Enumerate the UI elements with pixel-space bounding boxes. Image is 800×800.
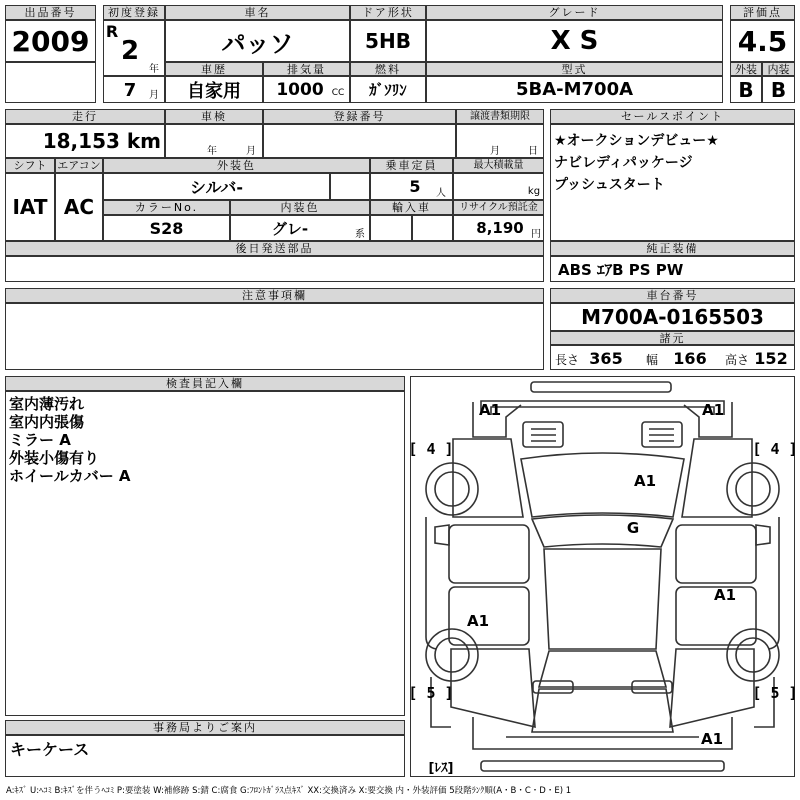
spec-label: 諸元 [550,331,795,345]
displacement-unit: CC [331,88,345,98]
sales-points-label: セールスポイント [550,109,795,124]
color-no: S28 [149,218,184,238]
history: 自家用 [187,80,241,102]
length-label: 長さ [554,352,579,367]
import-box [370,215,412,241]
tire-front-right: [ 4 ] [752,440,798,458]
first-reg-label: 初度登録 [103,5,165,20]
transfer-day: 日 [528,145,538,157]
height: 152 [754,348,788,368]
displacement-label: 排気量 [263,62,350,76]
model: 5BA-M700A [515,79,634,100]
color-label: 外装色 [103,158,370,173]
chassis-no: M700A-0165503 [581,305,764,329]
mark-left-side: A1 [466,612,490,630]
inspector-note: 室内薄汚れ [9,395,85,413]
insp-year: 年 [207,145,217,157]
load-label: 最大積載量 [453,158,544,173]
year-num: 2 [120,36,140,66]
exterior-label: 外装 [730,62,762,76]
inspector-note: ミラー A [9,431,71,449]
year-unit: 年 [149,63,159,75]
length: 365 [589,348,623,368]
recycle: 8,190 [476,219,524,237]
shift-label: シフト [5,158,55,173]
mark-front-left: A1 [478,401,502,419]
equipment: ABS ｴｱB PS PW [558,260,684,279]
mileage-label: 走行 [5,109,165,124]
lot-no-blank [5,62,96,103]
car-diagram [408,376,798,777]
grade-label: グレード [426,5,723,20]
car-name: パッソ [221,29,294,58]
color-no-label: カラーNo. [103,200,230,215]
sales-point: プッシュスタート [554,177,665,193]
reg-no-label: 登録番号 [263,109,456,124]
height-label: 高さ [724,352,749,367]
tire-front-left: [ 4 ] [408,440,454,458]
recycle-label: リサイクル預託金 [453,200,544,215]
ac: AC [63,195,95,219]
displacement: 1000 [276,79,324,100]
color-box-extra [330,173,370,200]
spare-tire: [ﾚｽ] [428,760,454,776]
equipment-label: 純正装備 [550,241,795,256]
score-label: 評価点 [730,5,795,20]
int-color-unit: 系 [355,228,365,240]
fuel: ｶﾞｿﾘﾝ [369,81,407,99]
inspector-list [5,393,405,487]
door: 5HB [365,29,411,53]
legend: A:ｷｽﾞ U:ﾍｺﾐ B:ｷｽﾞを伴うﾍｺﾐ P:要塗装 W:補修跡 S:錆 C:腐食 G:ﾌﾛﾝﾄｶﾞﾗｽ点ｷｽﾞ XX:交換済み X:要交換 内・外装評価 5段階ﾗﾝｸ順(A・B・C・D・E) 1 [6,786,572,796]
sales-point: ★オークションデビュー★ [554,133,719,149]
insp-month: 月 [246,145,256,157]
transfer-label: 譲渡書類期限 [456,109,544,124]
capacity-unit: 人 [436,187,446,199]
office-note: キーケース [10,739,90,759]
month-num: 7 [123,79,137,101]
sales-point: ナビレディパッケージ [554,155,693,171]
import-box-2 [412,215,453,241]
mark-front-right: A1 [701,401,725,419]
later-parts-label: 後日発送部品 [5,241,544,256]
color: シルバ- [189,178,244,197]
history-label: 車歴 [165,62,263,76]
month-unit: 月 [149,89,159,101]
grade: X S [550,26,599,56]
ac-label: エアコン [55,158,103,173]
lot-no-label: 出品番号 [5,5,96,20]
int-color-label: 内装色 [230,200,370,215]
notes-label: 注意事項欄 [5,288,544,303]
chassis-label: 車台番号 [550,288,795,303]
later-parts-box [5,256,544,282]
interior: B [770,77,787,102]
mark-rear: A1 [700,730,724,748]
lot-no: 2009 [11,24,90,58]
car-name-label: 車名 [165,5,350,20]
reg-no-box [263,124,456,158]
load-unit: kg [527,185,541,197]
interior-label: 内装 [762,62,795,76]
shift: IAT [12,195,48,219]
inspection-label: 車検 [165,109,263,124]
fuel-label: 燃料 [350,62,426,76]
notes-box [5,303,544,370]
width-label: 幅 [645,352,658,367]
transfer-month: 月 [490,145,500,157]
capacity: 5 [409,177,421,196]
inspector-note: 外装小傷有り [9,449,100,467]
sales-points-list [550,128,795,198]
office-label: 事務局よりご案内 [5,720,405,735]
door-label: ドア形状 [350,5,426,20]
inspector-note: 室内内張傷 [9,413,85,431]
mark-right-side: A1 [713,586,737,604]
mark-windshield: G [626,519,640,537]
capacity-label: 乗車定員 [370,158,453,173]
exterior: B [738,77,754,102]
tire-rear-right: [ 5 ] [752,684,798,702]
import-label: 輸入車 [370,200,453,215]
tire-rear-left: [ 5 ] [408,684,454,702]
width: 166 [673,348,707,368]
car-outline [408,377,798,776]
inspector-label: 検査員記入欄 [5,376,405,391]
model-label: 型式 [426,62,723,76]
mark-hood: A1 [633,472,657,490]
score: 4.5 [737,24,788,58]
recycle-unit: 円 [531,228,541,240]
inspector-note: ホイールカバー A [9,467,131,485]
era: R [105,21,119,41]
int-color: グレ- [271,219,309,238]
mileage: 18,153 km [42,129,161,153]
